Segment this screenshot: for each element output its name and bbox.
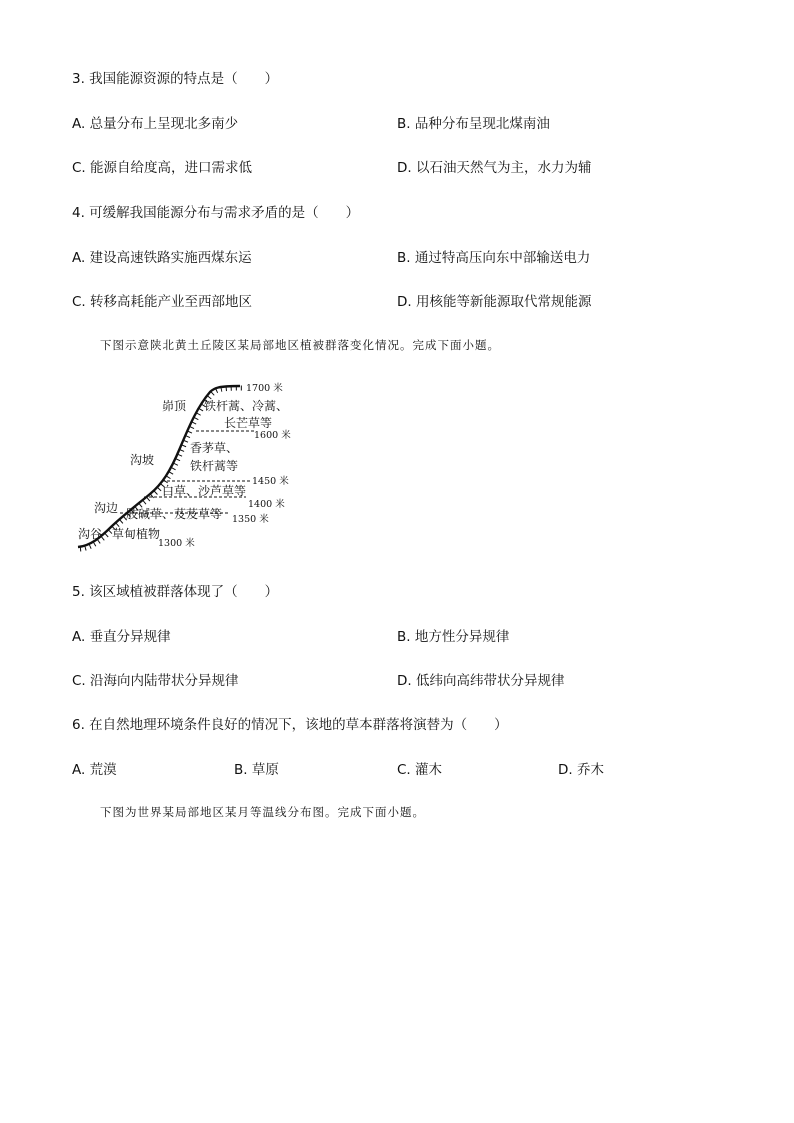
community-label: 铁杆蒿等 (190, 459, 239, 473)
q6-option-c: C. 灌木 (397, 762, 443, 778)
community-label: 肢碱草、芨芨草等 (126, 507, 223, 521)
q4-option-d: D. 用核能等新能源取代常规能源 (397, 294, 592, 310)
q3-option-a: A. 总量分布上呈现北多南少 (72, 116, 239, 132)
q5-option-c: C. 沿海向内陆带状分异规律 (72, 673, 239, 689)
q6-option-d: D. 乔木 (558, 762, 604, 778)
q3-option-d: D. 以石油天然气为主，水力为辅 (397, 160, 592, 176)
elevation-label: 1300 米 (158, 538, 195, 549)
terrain-label-top: 峁顶 (162, 399, 187, 413)
q4-option-c: C. 转移高耗能产业至西部地区 (72, 294, 253, 310)
terrain-label-edge: 沟边 (94, 501, 119, 515)
elevation-label: 1700 米 (246, 383, 283, 394)
elevation-label: 1400 米 (248, 499, 285, 510)
figure-intro: 下图示意陕北黄土丘陵区某局部地区植被群落变化情况。完成下面小题。 (100, 338, 500, 352)
q5-option-a: A. 垂直分异规律 (72, 629, 171, 645)
q4-option-a: A. 建设高速铁路实施西煤东运 (72, 250, 252, 266)
vegetation-profile-figure (70, 376, 310, 556)
q6-option-b: B. 草原 (234, 762, 279, 778)
q5-option-d: D. 低纬向高纬带状分异规律 (397, 673, 565, 689)
q5-option-b: B. 地方性分异规律 (397, 629, 510, 645)
q3-option-b: B. 品种分布呈现北煤南油 (397, 116, 550, 132)
community-label: 香茅草、 (190, 441, 239, 455)
q5-stem: 5. 该区域植被群落体现了（ ） (72, 584, 279, 600)
community-label: 草甸植物 (112, 527, 161, 541)
elevation-label: 1350 米 (232, 514, 269, 525)
figure-intro-2: 下图为世界某局部地区某月等温线分布图。完成下面小题。 (100, 805, 425, 819)
community-label: 白草、沙芦草等 (162, 484, 247, 498)
q6-stem: 6. 在自然地理环境条件良好的情况下，该地的草本群落将演替为（ ） (72, 717, 508, 733)
q4-stem: 4. 可缓解我国能源分布与需求矛盾的是（ ） (72, 205, 360, 221)
q4-option-b: B. 通过特高压向东中部输送电力 (397, 250, 591, 266)
q6-option-a: A. 荒漠 (72, 762, 117, 778)
terrain-label-valley: 沟谷 (78, 527, 103, 541)
elevation-label: 1600 米 (254, 430, 291, 441)
q3-option-c: C. 能源自给度高，进口需求低 (72, 160, 253, 176)
terrain-label-slope: 沟坡 (130, 453, 155, 467)
q3-stem: 3. 我国能源资源的特点是（ ） (72, 71, 279, 87)
community-label: 铁杆蒿、冷蒿、 (204, 399, 289, 413)
community-label: 长芒草等 (224, 416, 273, 430)
elevation-label: 1450 米 (252, 476, 289, 487)
